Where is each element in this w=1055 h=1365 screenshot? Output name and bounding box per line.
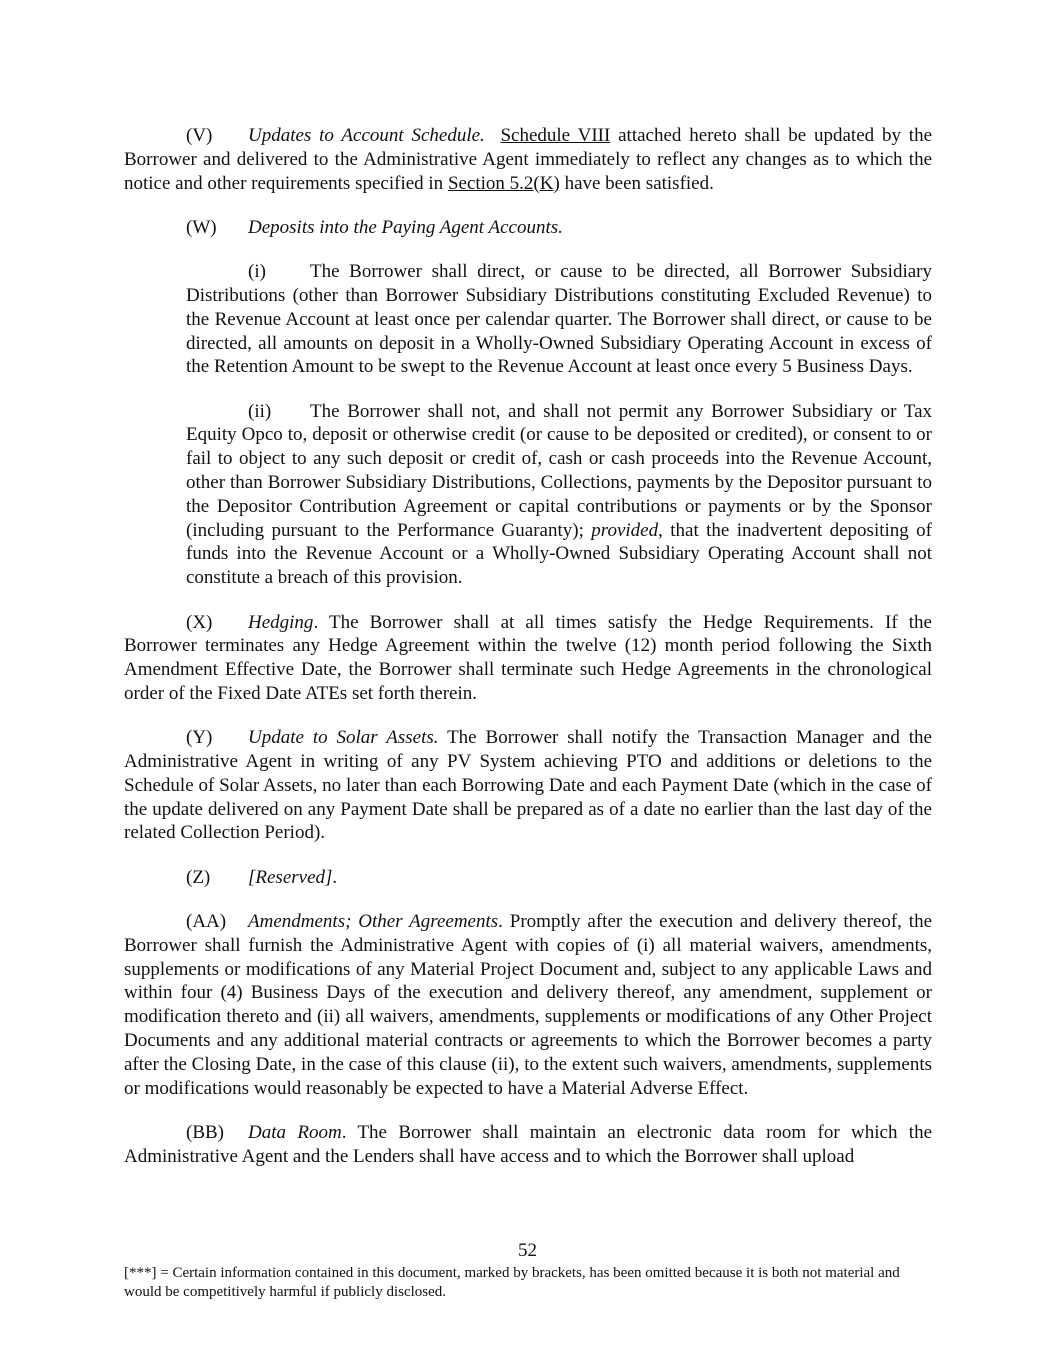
section-y-title: Update to Solar Assets.	[248, 727, 439, 749]
section-x	[124, 611, 932, 706]
section-aa-text: . Promptly after the execution and delivery thereof, the Borrower shall furnish the Administrative Agent with copies of (i) all material waivers, amendments, supplements or modifications of any Material Project Document and, subject to any applicable Laws and within four (4) Business Days of the execution and delivery thereof, any amendment, supplement or modification thereto and (ii) all waivers, amendments, supplements or modifications of any Other Project Documents and any additional material contracts or agreements to which the Borrower becomes a party after the Closing Date, in the case of this clause (ii), to the extent such waivers, amendments, supplements or modifications would reasonably be expected to have a Material Adverse Effect.	[124, 911, 933, 1099]
section-w-ii-text-2: , that the inadvertent depositing of funds into the Revenue Account or a Wholly-Owned Subsidiary Operating Account shall not constitute a breach of this provision.	[186, 519, 933, 589]
section-y-text: The Borrower shall notify the Transaction Manager and the Administrative Agent in writing of any PV System achieving PTO and additions or deletions to the Schedule of Solar Assets, no later than each Borrowing Date and each Payment Date (which in the case of the update delivered on any Payment Date shall be prepared as of a date no earlier than the last day of the related Collection Period).	[124, 727, 932, 844]
section-w-ii	[186, 400, 932, 590]
confidentiality-footnote: [***] = Certain information contained in this document, marked by brackets, has been omitted because it is both not material and would be competitively harmful if publicly disclosed.	[124, 1265, 900, 1300]
section-w-label: (W)	[186, 216, 217, 238]
section-5-2-k-ref: Section 5.2(K)	[447, 172, 560, 194]
page-number: 52	[518, 1240, 537, 1261]
section-w-ii-label: (ii)	[248, 400, 272, 422]
section-bb-text: . The Borrower shall maintain an electronic data room for which the Administrative Agent and the Lenders shall have access and to which the Borrower shall upload	[124, 1121, 933, 1167]
section-y-label: (Y)	[186, 727, 213, 749]
section-aa-label: (AA)	[186, 911, 227, 933]
section-w-ii-text-1: The Borrower shall not, and shall not permit any Borrower Subsidiary or Tax Equity Opco to, deposit or otherwise credit (or cause to be deposited or credited), or consent to or fail to object to any such deposit or credit of, cash or cash proceeds into the Revenue Account, other than Borrower Subsidiary Distributions, Collections, payments by the Depositor pursuant to the Depositor Contribution Agreement or capital contributions or payments or by the Sponsor (including pursuant to the Performance Guaranty);	[186, 400, 932, 541]
section-v-text-1: attached hereto shall be updated by the Borrower and delivered to the Administrative Agent immediately to reflect any changes as to which the notice and other requirements specified in	[124, 125, 933, 194]
section-z-text: .	[332, 866, 338, 888]
section-v-title: Updates to Account Schedule.	[248, 125, 485, 146]
section-w-i	[186, 260, 932, 379]
section-x-title: Hedging	[248, 611, 314, 633]
schedule-viii-ref: Schedule VIII	[500, 125, 611, 146]
section-v-label: (V)	[186, 125, 213, 146]
document-body	[124, 124, 932, 1189]
section-x-text: . The Borrower shall at all times satisfy the Hedge Requirements. If the Borrower terminates any Hedge Agreement within the twelve (12) month period following the Sixth Amendment Effective Date, the Borrower shall terminate such Hedge Agreements in the chronological order of the Fixed Date ATEs set forth therein.	[124, 611, 932, 704]
section-aa	[124, 910, 932, 1100]
section-v	[124, 124, 932, 195]
section-bb-label: (BB)	[186, 1121, 224, 1143]
section-w-i-text: The Borrower shall direct, or cause to be directed, all Borrower Subsidiary Distributions (other than Borrower Subsidiary Distributions constituting Excluded Revenue) to the Revenue Account at least once per calendar quarter. The Borrower shall direct, or cause to be directed, all amounts on deposit in a Wholly-Owned Subsidiary Operating Account in excess of the Retention Amount to be swept to the Revenue Account at least once every 5 Business Days.	[186, 261, 932, 378]
section-w	[124, 216, 932, 240]
section-aa-title: Amendments; Other Agreements	[248, 911, 499, 933]
section-z	[124, 866, 932, 890]
section-bb-title: Data Room	[248, 1121, 342, 1143]
section-bb	[124, 1121, 932, 1169]
provided-term: provided	[591, 519, 659, 541]
section-w-i-label: (i)	[248, 261, 266, 283]
section-z-label: (Z)	[186, 866, 211, 888]
section-v-text-2: have been satisfied.	[564, 172, 714, 194]
section-w-title: Deposits into the Paying Agent Accounts.	[248, 216, 563, 238]
section-y	[124, 726, 932, 845]
section-z-title: [Reserved]	[248, 866, 333, 888]
section-x-label: (X)	[186, 611, 213, 633]
